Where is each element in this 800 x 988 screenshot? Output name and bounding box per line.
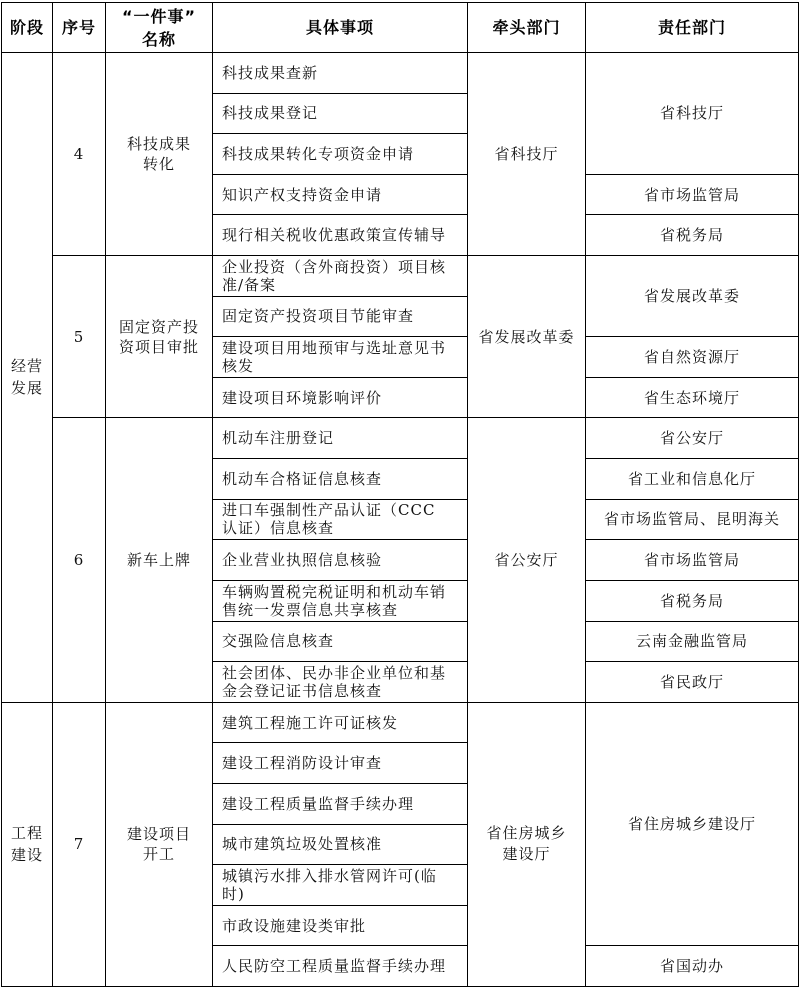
responsible-department: 省工业和信息化厅 [627,469,756,488]
item-text: 建设项目用地预审与选址意见书核发 [222,339,447,376]
item-text: 知识产权支持资金申请 [222,185,383,204]
item-cell [213,53,467,93]
responsible-department: 省发展改革委 [643,287,740,306]
header-matter-name [106,3,212,52]
responsible-department: 省科技厅 [659,104,724,123]
stage-cell [2,703,52,986]
responsible-department: 省国动办 [659,957,724,976]
stage-cell [2,53,52,702]
responsible-department: 省住房城乡建设厅 [627,815,756,834]
responsible-department-cell [586,53,798,174]
lead-department: 省住房城乡建设厅 [486,824,567,864]
item-text: 建设工程消防设计审查 [222,754,383,773]
header-lead-label: 牵头部门 [492,17,561,37]
matter-number: 4 [73,145,85,164]
stage-label: 经营发展 [10,357,43,398]
matter-name-cell [106,256,212,417]
responsible-department-cell [586,662,798,702]
item-cell [213,337,467,377]
responsible-department-cell [586,946,798,986]
responsible-department: 省市场监管局 [643,185,740,204]
item-text: 社会团体、民办非企业单位和基金会登记证书信息核查 [222,663,447,700]
header-matter-name-line1: “一件事” [121,6,197,26]
responsible-department-cell [586,337,798,377]
responsible-department: 省市场监管局 [643,551,740,570]
lead-department: 省公安厅 [494,551,559,570]
matter-name: 固定资产投资项目审批 [118,317,199,356]
item-text: 进口车强制性产品认证（CCC 认证）信息核查 [222,501,436,538]
item-cell [213,175,467,215]
item-cell [213,662,467,702]
number-cell [53,53,105,255]
responsible-department: 省生态环境厅 [643,388,740,407]
item-cell [213,378,467,418]
item-text: 城市建筑垃圾处置核准 [222,835,383,854]
matter-name-cell [106,418,212,701]
header-number [53,3,105,52]
item-cell [213,418,467,458]
header-responsible [586,3,798,52]
responsible-department: 省税务局 [659,591,724,610]
item-cell [213,825,467,865]
item-text: 建设工程质量监督手续办理 [222,794,415,813]
item-text: 市政设施建设类审批 [222,916,367,935]
item-text: 交强险信息核查 [222,632,335,651]
item-text: 车辆购置税完税证明和机动车销售统一发票信息共享核查 [222,582,447,619]
matter-name: 科技成果转化 [126,135,191,174]
item-cell [213,581,467,621]
matters-table [1,2,799,987]
responsible-department-cell [586,703,798,946]
responsible-department-cell [586,459,798,499]
header-items-label: 具体事项 [305,17,374,37]
matter-number: 6 [73,551,85,570]
matter-name: 建设项目开工 [126,825,191,864]
item-text: 科技成果转化专项资金申请 [222,145,415,163]
item-text: 城镇污水排入排水管网许可(临时) [222,866,437,903]
responsible-department-cell [586,500,798,540]
item-cell [213,459,467,499]
header-stage-label: 阶段 [9,17,44,37]
responsible-department-cell [586,622,798,662]
item-text: 固定资产投资项目节能审查 [222,307,415,326]
lead-department-cell [468,703,585,986]
item-cell [213,500,467,540]
lead-department: 省科技厅 [494,145,559,164]
responsible-department-cell [586,418,798,458]
responsible-department: 云南金融监管局 [635,632,748,651]
item-text: 现行相关税收优惠政策宣传辅导 [222,226,447,245]
item-cell [213,622,467,662]
responsible-department-cell [586,175,798,215]
lead-department-cell [468,256,585,417]
number-cell [53,703,105,986]
matter-name: 新车上牌 [126,551,191,570]
lead-department: 省发展改革委 [478,327,575,346]
item-text: 建设项目环境影响评价 [222,388,383,407]
item-text: 建筑工程施工许可证核发 [222,713,399,732]
lead-department-cell [468,418,585,701]
item-cell [213,906,467,946]
item-cell [213,134,467,174]
item-cell [213,703,467,743]
responsible-department: 省自然资源厅 [643,348,740,367]
item-text: 机动车注册登记 [222,429,335,448]
header-lead [468,3,585,52]
responsible-department: 省市场监管局、昆明海关 [603,510,780,529]
item-cell [213,743,467,783]
item-text: 机动车合格证信息核查 [222,469,383,488]
header-matter-name-line2: 名称 [141,29,176,49]
item-text: 人民防空工程质量监督手续办理 [222,957,447,976]
stage-label: 工程建设 [10,824,43,865]
matter-number: 5 [73,327,85,346]
item-cell [213,540,467,580]
header-responsible-label: 责任部门 [657,17,726,37]
responsible-department-cell [586,540,798,580]
item-cell [213,94,467,134]
matter-name-cell [106,53,212,255]
responsible-department-cell [586,256,798,336]
number-cell [53,418,105,701]
item-text: 企业投资（含外商投资）项目核准/备案 [222,257,447,294]
header-number-label: 序号 [61,17,96,37]
responsible-department: 省民政厅 [659,672,724,691]
item-cell [213,215,467,255]
responsible-department: 省税务局 [659,226,724,245]
responsible-department-cell [586,378,798,418]
header-stage [2,3,52,52]
item-text: 科技成果登记 [222,104,319,123]
lead-department-cell [468,53,585,255]
responsible-department-cell [586,581,798,621]
item-text: 企业营业执照信息核验 [222,551,383,570]
item-text: 科技成果查新 [222,63,319,82]
matter-number: 7 [73,835,85,854]
responsible-department-cell [586,215,798,255]
number-cell [53,256,105,417]
item-cell [213,256,467,296]
item-cell [213,784,467,824]
item-cell [213,297,467,337]
header-items [213,3,467,52]
item-cell [213,946,467,986]
matter-name-cell [106,703,212,986]
item-cell [213,865,467,905]
responsible-department: 省公安厅 [659,429,724,448]
